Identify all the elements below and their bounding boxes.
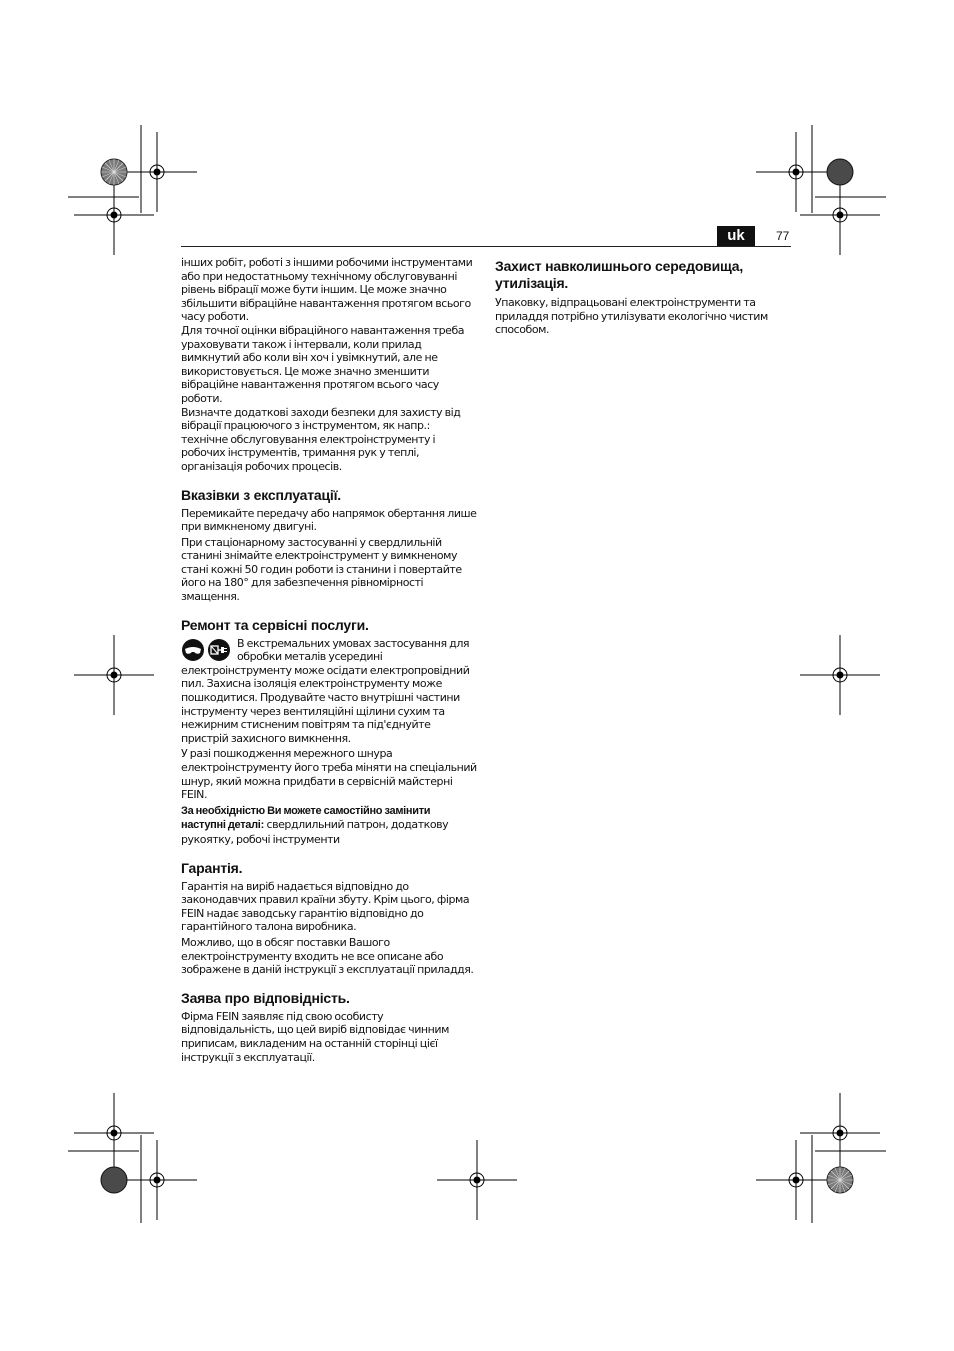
intro-paragraph-2: Для точної оцінки вібраційного навантаження треба ураховувати також і інтервали, коли прилад вимкнутий або коли він хоч і увімкнутий, але не використовується. Це може значно зменшити вібраційне навантаження протягом всього часу роботи. [181,323,465,405]
section-title-repair: Ремонт та сервісні послуги. [181,616,369,633]
section-title-conformity: Заява про відповідність. [181,989,350,1006]
safety-goggles-icon [182,639,204,661]
intro-paragraph-3: Визначте додаткові заходи безпеки для захисту від вібрації працюючого з інструментом, як напр.: технічне обслуговування електроінструменту і робочих інструментів, тримання рук у теплі, організація робочих процесів. [181,405,461,473]
replaceable-parts-list: свердлильний патрон, додаткову рукоятку, робочі інструменти [181,818,449,846]
disconnect-plug-icon [208,639,230,661]
environment-paragraph-1: Упаковку, відпрацьовані електроінструменти та приладдя потрібно утилізувати екологічно чистим способом. [495,296,768,337]
conformity-paragraph-1: Фірма FEIN заявляє під свою особисту відповідальність, що цей виріб відповідає чинним приписам, викладеним на останній сторінці цієї інструкції з експлуатації. [181,1009,449,1064]
language-badge: uk [717,226,755,246]
left-column [181,256,477,1064]
section-title-warranty: Гарантія. [181,859,243,876]
repair-paragraph-3 [181,804,477,847]
usage-paragraph-2: При стаціонарному застосуванні у свердлильній станині знімайте електроінструмент у вимкненому стані кожні 50 годин роботи із станини і повертайте його на 180° для забезпечення рівномірності змащення. [181,535,462,604]
replaceable-parts-label: За необхідністю Ви можете самостійно замінити наступні деталі: [181,804,431,832]
usage-paragraph-1: Перемикайте передачу або напрямок обертання лише при вимкненому двигуні. [181,506,477,534]
section-title-environment: Захист навколишнього середовища, утилізація. [495,258,744,291]
right-column [495,258,791,337]
header-rule [181,246,791,247]
warning-icons [181,638,231,662]
warranty-paragraph-2: Можливо, що в обсяг поставки Вашого електроінструменту входить не все описане або зображене в даній інструкції з експлуатації приладдя. [181,935,474,977]
warranty-paragraph-1: Гарантія на виріб надається відповідно до законодавчих правил країни збуту. Крім цього, фірма FEIN надає заводську гарантію відповідно до гарантійного талона виробника. [181,879,470,934]
repair-paragraph-1: В екстремальних умовах застосування для обробки металів усередині електроінструменту може осідати електропровідний пил. Захисна ізоляція електроінструменту може пошкодитися. Продувайте часто внутрішні частини інструменту через вентиляційні щілини сухим та нежирним стисненим повітрям та під'єднуйте пристрій захисного вимкнення. [181,636,470,745]
page-number: 77 [776,229,790,243]
intro-paragraph-1: інших робіт, роботі з іншими робочими інструментами або при недостатньому технічному обслуговуванні рівень вібрації може бути іншим. Це може значно збільшити вібраційне навантаження протягом всього часу роботи. [181,256,473,324]
repair-paragraph-2: У разі пошкодження мережного шнура електроінструменту його треба міняти на спеціальний шнур, який можна придбати в сервісній майстерні FEIN. [181,747,477,802]
section-title-usage: Вказівки з експлуатації. [181,486,341,503]
